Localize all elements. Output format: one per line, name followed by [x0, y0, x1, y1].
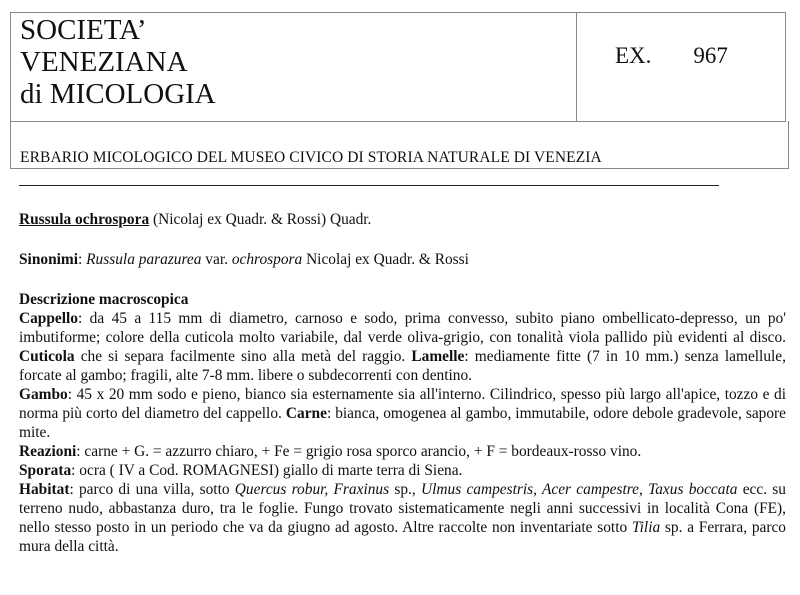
- synonym-variety: ochrospora: [231, 251, 303, 268]
- cappello-label: Cappello: [19, 310, 79, 327]
- subtitle-box: [10, 121, 789, 169]
- synonyms-label: Sinonimi: [19, 251, 79, 268]
- ex-label: EX.: [615, 43, 652, 68]
- species-name: Russula ochrospora: [19, 211, 150, 228]
- habitat-species-2: Ulmus campestris, Acer campestre, Taxus boccata: [421, 481, 738, 498]
- reazioni-text: : carne + G. = azzurro chiaro, + Fe = grigio rosa sporco arancio, + F = bordeaux-rosso vino.: [76, 443, 642, 460]
- herbarium-subtitle: ERBARIO MICOLOGICO DEL MUSEO CIVICO DI STORIA NATURALE DI VENEZIA: [20, 149, 602, 166]
- synonym-name: Russula parazurea: [86, 251, 202, 268]
- lamelle-text: : mediamente fitte (7 in 10 mm.) senza lamellule, forcate al gambo; fragili, alte 7-8 mm. libere o subdecorrenti con dentino.: [19, 348, 786, 384]
- habitat-text-1: : parco di una villa, sotto: [69, 481, 235, 498]
- description-heading: Descrizione macroscopica: [19, 291, 189, 308]
- gambo-label: Gambo: [19, 386, 68, 403]
- habitat-species-1: Quercus robur, Fraxinus: [234, 481, 390, 498]
- habitat-species-3: Tilia: [631, 519, 661, 536]
- sporata-label: Sporata: [19, 462, 72, 479]
- habitat-text-4: sp. a Ferrara, parco mura della città.: [19, 519, 787, 555]
- sporata-text: : ocra ( IV a Cod. ROMAGNESI) giallo di marte terra di Siena.: [71, 462, 463, 479]
- synonym-var: var.: [201, 251, 232, 268]
- society-line-1: SOCIETA’: [20, 14, 147, 46]
- species-title: [19, 210, 786, 229]
- ex-number: 967: [693, 43, 728, 68]
- separator-rule: [19, 185, 719, 186]
- gambo-text: : 45 x 20 mm sodo e pieno, bianco sia esternamente sia all'interno. Cilindrico, spesso più largo all'apice, tozzo e di norma più corto del diametro del cappello.: [19, 386, 786, 422]
- society-line-3: di MICOLOGIA: [20, 78, 216, 110]
- habitat-text-3: ecc. su terreno nudo, abbastanza duro, tra le foglie. Fungo trovato sistematicamente negli anni successivi in località Cona (FE), nello stesso posto in un periodo che va da giugno ad agosto. Altre raccolte non inventariate sotto: [19, 481, 786, 536]
- society-line-2: VENEZIANA: [20, 46, 188, 78]
- species-authority: (Nicolaj ex Quadr. & Rossi) Quadr.: [149, 211, 372, 228]
- species-record: [19, 210, 786, 556]
- header-box: [10, 12, 786, 122]
- carne-text: : bianca, omogenea al gambo, immutabile, odore debole gradevole, sapore mite.: [19, 405, 786, 441]
- synonyms-colon: :: [78, 251, 87, 268]
- habitat-text-2: sp.,: [389, 481, 422, 498]
- header-divider: [576, 13, 577, 121]
- lamelle-label: Lamelle: [411, 348, 465, 365]
- exsiccatum-number: [615, 43, 728, 69]
- synonyms-line: [19, 250, 786, 269]
- society-name: [20, 14, 216, 110]
- reazioni-label: Reazioni: [19, 443, 77, 460]
- cappello-text: : da 45 a 115 mm di diametro, carnoso e sodo, prima convesso, subito piano ombellicato-depresso, un po' imbutiforme; colore della cuticola molto variabile, dal verde oliva-grigio, con tonalità viola pallido più evidenti al disco.: [19, 310, 786, 346]
- cuticola-text: che si separa facilmente sino alla metà del raggio.: [74, 348, 412, 365]
- description-body: [19, 309, 786, 556]
- carne-label: Carne: [285, 405, 327, 422]
- habitat-label: Habitat: [19, 481, 70, 498]
- cuticola-label: Cuticola: [19, 348, 75, 365]
- synonym-authority: Nicolaj ex Quadr. & Rossi: [302, 251, 469, 268]
